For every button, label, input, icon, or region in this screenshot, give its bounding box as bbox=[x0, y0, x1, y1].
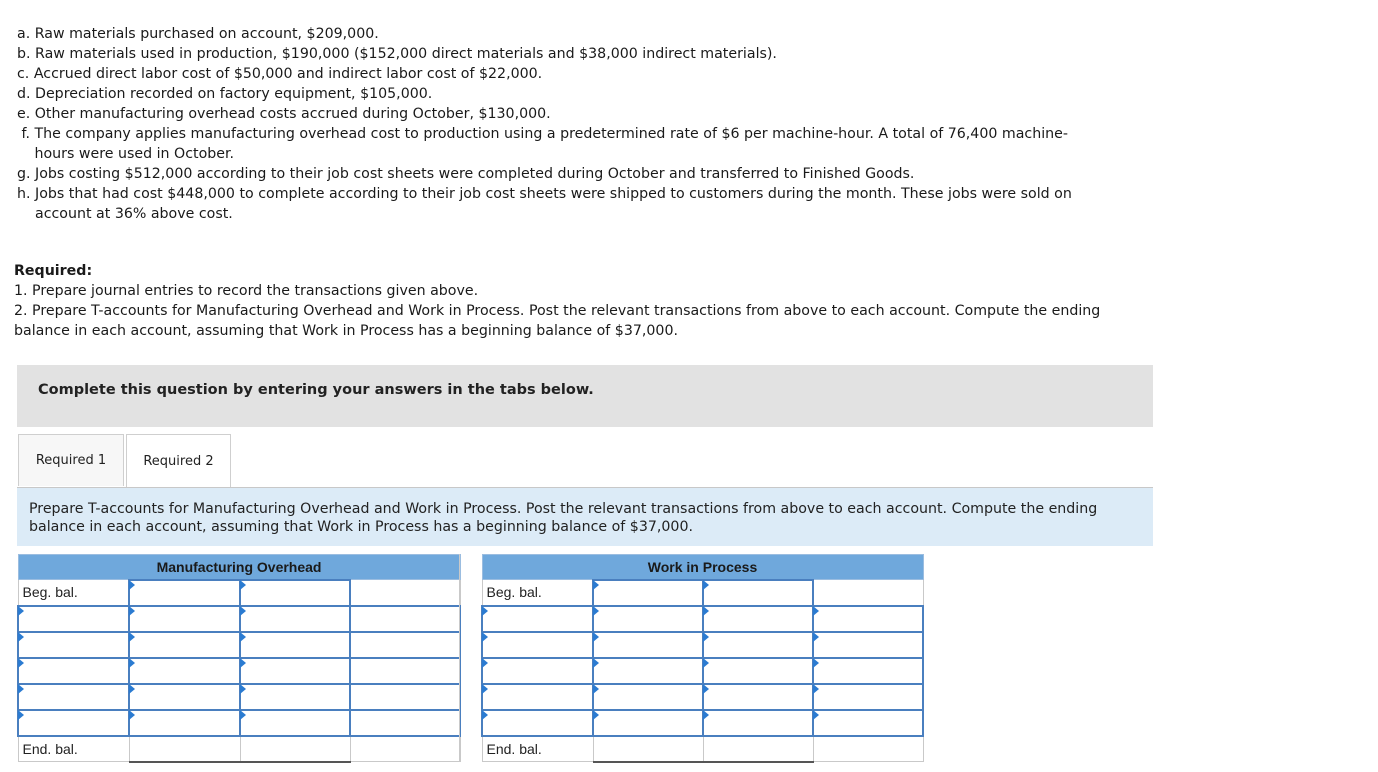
wip-credit-amount-input[interactable] bbox=[813, 710, 923, 736]
instructions-banner bbox=[17, 365, 1153, 427]
overhead-debit-label-input[interactable] bbox=[18, 606, 129, 632]
tab-required-1[interactable]: Required 1 bbox=[18, 434, 124, 486]
overhead-beg-credit-cell bbox=[350, 580, 460, 606]
overhead-debit-label-input[interactable] bbox=[18, 684, 129, 710]
account-gap bbox=[459, 554, 483, 762]
required-item-1: 1. Prepare journal entries to record the transactions given above. bbox=[14, 283, 479, 299]
transaction-item: h. Jobs that had cost $448,000 to complete according to their job cost sheets were shipped to customers during the month. These jobs were sold on account at 36% above cost. bbox=[17, 186, 1072, 222]
tab-required-2[interactable]: Required 2 bbox=[126, 434, 231, 488]
transaction-item: c. Accrued direct labor cost of $50,000 and indirect labor cost of $22,000. bbox=[17, 66, 543, 82]
transaction-item: d. Depreciation recorded on factory equipment, $105,000. bbox=[17, 86, 433, 102]
t-account-work-in-process bbox=[481, 554, 924, 763]
wip-credit-label-input[interactable] bbox=[703, 606, 813, 632]
overhead-debit-amount-input[interactable] bbox=[129, 606, 240, 632]
wip-debit-amount-input[interactable] bbox=[593, 658, 703, 684]
transaction-item: g. Jobs costing $512,000 according to their job cost sheets were completed during October and transferred to Finished Goods. bbox=[17, 166, 915, 182]
wip-debit-amount-input[interactable] bbox=[593, 606, 703, 632]
wip-credit-amount-input[interactable] bbox=[813, 632, 923, 658]
overhead-beg-debit-input[interactable] bbox=[129, 580, 240, 606]
wip-debit-label-input[interactable] bbox=[482, 684, 593, 710]
wip-beg-label: Beg. bal. bbox=[482, 580, 593, 606]
wip-credit-label-input[interactable] bbox=[703, 710, 813, 736]
overhead-credit-amount-input[interactable] bbox=[350, 606, 460, 632]
overhead-credit-label-input[interactable] bbox=[240, 632, 350, 658]
overhead-debit-label-input[interactable] bbox=[18, 658, 129, 684]
overhead-debit-label-input[interactable] bbox=[18, 710, 129, 736]
wip-end-label: End. bal. bbox=[482, 736, 593, 762]
required-heading: Required: bbox=[14, 263, 93, 279]
transaction-item: a. Raw materials purchased on account, $209,000. bbox=[17, 26, 379, 42]
overhead-end-debit-input[interactable] bbox=[129, 736, 240, 762]
wip-debit-amount-input[interactable] bbox=[593, 710, 703, 736]
wip-title: Work in Process bbox=[482, 555, 923, 580]
wip-credit-label-input[interactable] bbox=[703, 684, 813, 710]
wip-credit-amount-input[interactable] bbox=[813, 684, 923, 710]
overhead-end-credit-input[interactable] bbox=[240, 736, 350, 762]
overhead-credit-amount-input[interactable] bbox=[350, 658, 460, 684]
required-item-2: 2. Prepare T-accounts for Manufacturing Overhead and Work in Process. Post the relevant transactions from above to each account. Compute the ending balance in each account, assuming that Work in Process has a beginning balance of $37,000. bbox=[14, 303, 1101, 339]
overhead-debit-amount-input[interactable] bbox=[129, 658, 240, 684]
required-section bbox=[14, 261, 1114, 341]
wip-end-spacer bbox=[813, 736, 923, 762]
overhead-credit-label-input[interactable] bbox=[240, 684, 350, 710]
overhead-credit-label-input[interactable] bbox=[240, 658, 350, 684]
banner-text: Complete this question by entering your answers in the tabs below. bbox=[38, 382, 594, 398]
wip-debit-label-input[interactable] bbox=[482, 658, 593, 684]
wip-credit-amount-input[interactable] bbox=[813, 658, 923, 684]
wip-credit-label-input[interactable] bbox=[703, 632, 813, 658]
wip-debit-label-input[interactable] bbox=[482, 606, 593, 632]
overhead-credit-label-input[interactable] bbox=[240, 710, 350, 736]
wip-beg-credit-cell bbox=[813, 580, 923, 606]
wip-end-credit-input[interactable] bbox=[703, 736, 813, 762]
t-account-manufacturing-overhead bbox=[17, 554, 461, 763]
transaction-list bbox=[17, 24, 1077, 224]
overhead-debit-amount-input[interactable] bbox=[129, 632, 240, 658]
overhead-debit-amount-input[interactable] bbox=[129, 710, 240, 736]
wip-debit-label-input[interactable] bbox=[482, 632, 593, 658]
wip-beg-debit-input[interactable] bbox=[593, 580, 703, 606]
tab-instruction: Prepare T-accounts for Manufacturing Overhead and Work in Process. Post the relevant transactions from above to each account. Compute the ending balance in each account, assuming that Work in Process has a beginning balance of $37,000. bbox=[17, 488, 1153, 546]
wip-end-debit-input[interactable] bbox=[593, 736, 703, 762]
overhead-debit-label-input[interactable] bbox=[18, 632, 129, 658]
wip-debit-amount-input[interactable] bbox=[593, 632, 703, 658]
transaction-item: f. The company applies manufacturing overhead cost to production using a predetermined rate of $6 per machine-hour. A total of 76,400 machine-hours were used in October. bbox=[17, 126, 1068, 162]
overhead-debit-amount-input[interactable] bbox=[129, 684, 240, 710]
overhead-end-label: End. bal. bbox=[18, 736, 129, 762]
overhead-title: Manufacturing Overhead bbox=[18, 555, 460, 580]
wip-debit-label-input[interactable] bbox=[482, 710, 593, 736]
wip-credit-amount-input[interactable] bbox=[813, 606, 923, 632]
overhead-end-spacer bbox=[350, 736, 460, 762]
wip-beg-label-right-input[interactable] bbox=[703, 580, 813, 606]
overhead-credit-label-input[interactable] bbox=[240, 606, 350, 632]
overhead-credit-amount-input[interactable] bbox=[350, 710, 460, 736]
transaction-item: b. Raw materials used in production, $190,000 ($152,000 direct materials and $38,000 indirect materials). bbox=[17, 46, 777, 62]
overhead-beg-label: Beg. bal. bbox=[18, 580, 129, 606]
wip-credit-label-input[interactable] bbox=[703, 658, 813, 684]
transaction-item: e. Other manufacturing overhead costs accrued during October, $130,000. bbox=[17, 106, 551, 122]
overhead-beg-label-right-input[interactable] bbox=[240, 580, 350, 606]
wip-debit-amount-input[interactable] bbox=[593, 684, 703, 710]
overhead-credit-amount-input[interactable] bbox=[350, 632, 460, 658]
overhead-credit-amount-input[interactable] bbox=[350, 684, 460, 710]
